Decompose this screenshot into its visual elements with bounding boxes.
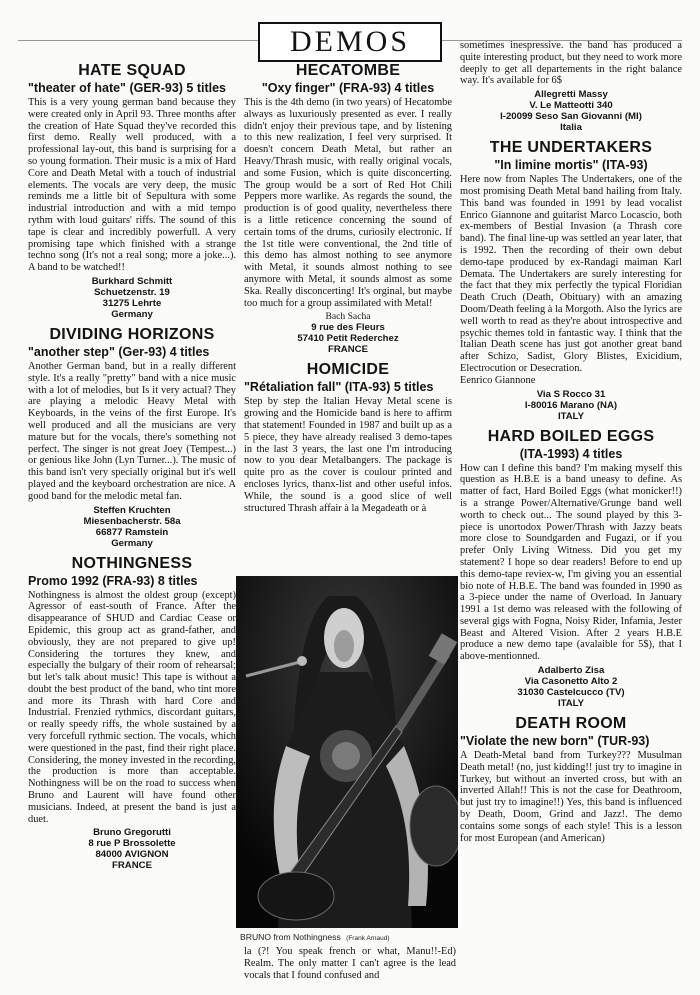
band-name: HATE SQUAD xyxy=(78,62,186,79)
contact-address xyxy=(28,827,236,871)
address-line: Allegretti Massy xyxy=(534,89,608,101)
address-line: Germany xyxy=(111,537,153,549)
column-right xyxy=(460,40,682,844)
address-line: Adalberto Zisa xyxy=(537,665,605,677)
review-text: A Death-Metal band from Turkey??? Musulman Death metal! (no, just kidding!! just try to imagine in Turkey, but without an inverted cross, but with an inverted Allah!! This is not the case for Deathroom, but just try to imagine!!) Yes, this band is influenced by Death, Doom, Grind and Jazz!. The demo contains some songs of each style! This is a lesson for most European (and American) xyxy=(460,750,682,844)
contact-address xyxy=(460,665,682,709)
release-title: "Oxy finger" (FRA-93) 4 titles xyxy=(261,81,435,95)
column-left xyxy=(28,58,236,877)
address-line: 84000 AVIGNON xyxy=(95,849,169,861)
band-name: THE UNDERTAKERS xyxy=(489,139,653,157)
address-line: V. Le Matteotti 340 xyxy=(529,100,613,112)
contact-address xyxy=(460,389,682,422)
review-nothingness xyxy=(28,555,236,872)
review-text: This is a very young german band because they were created only in April 93. Three months after the creation of Hate Squad they've recorded this first demo. Really well produced, with a professional lay-out, this band is surprising for a so young formation. Their music is a mix of Hard Core and Death Metal with a touch of industrial elements. The vocals are very deep, the music reminds me a little bit of Sepultura with some industrial introduction and with a mid tempo rythm with loud guitars' riffs. The sound of this tape is clear and incredibly powerfull. A very promising tape which finished with a strange techno song (It's not a real song; more a joke...). A band to be watched!! xyxy=(28,97,236,274)
address-line: ITALY xyxy=(557,698,585,710)
release-title: "theater of hate" (GER-93) 5 titles xyxy=(28,81,227,95)
review-hate-squad xyxy=(28,62,236,320)
band-name: NOTHINGNESS xyxy=(71,554,193,572)
review-hecatombe xyxy=(244,62,452,355)
address-line: Bruno Gregorutti xyxy=(93,827,171,839)
address-line: Italia xyxy=(560,122,582,134)
review-dividing-horizons xyxy=(28,326,236,549)
review-text: sometimes inespressive. the band has produced a quite interesting product, but they need to work more deeply to get all departements in the right balance way. It's available for 6$ xyxy=(460,40,682,87)
review-text: la (?! You speak french or what, Manu!!-Ed) Realm. The only matter I can't agree is the lead vocals that I found confused and xyxy=(244,946,456,981)
band-name: DIVIDING HORIZONS xyxy=(49,325,215,343)
review-text: This is the 4th demo (in two years) of Hecatombe always as luxuriously presented as ever. I really didn't enjoy their previous tape, and by listening to this new realization, I feel very surprised. It doesn't concern Death Metal, but rather an Heavy/Thrash music, with really original vocals, and some Fusion, which is quite disconcerting. The group would be a sort of Red Hot Chili Peppers more warlike. As regards the sound, the production is of good quality, nevertheless there is a little reticence concerning the sound of certain toms of the drums, curiosily electronic. If the 1st title were conventional, the 2nd title of this demo has almost nothing to see anymore with Metal, it sounds almost nothing to see anymore with Metal, it sounds almost as some Ska. Really disconcerting! It's orginal, but maybe too much for a group assimilated with Metal! xyxy=(244,97,452,309)
contact-address xyxy=(28,276,236,320)
review-text: Another German band, but in a really different style. It's a really "pretty" band with a nice music with a lot of melodies, but Is it very actual? They are playing a melodic Heavy Metal with Keyboards, in the veins of the first Europe. It's well produced and all the musicians are very mature but for the vocals, there's something not perfect. The singer is not great Joey (Tempest...) or genious like John (Lyn Turner...). The music of this band isn't very specially original but it's well played and the keyboard orchestration are nice. A good band for the melodic metal fan. xyxy=(28,360,236,502)
section-title: DEMOS xyxy=(289,25,410,58)
band-name: HOMICIDE xyxy=(306,361,390,379)
release-title: "another step" (Ger-93) 4 titles xyxy=(28,344,210,359)
address-line: Steffen Kruchten xyxy=(93,504,171,516)
address-line: 57410 Petit Rederchez xyxy=(297,333,399,345)
signoff: Eenrico Giannone xyxy=(460,374,536,386)
review-death-room xyxy=(460,715,682,844)
contact-address xyxy=(460,89,682,133)
release-title: "In limine mortis" (ITA-93) xyxy=(494,158,648,173)
address-line: 9 rue des Fleurs xyxy=(311,322,385,334)
guitarist-photo-illustration xyxy=(236,576,458,928)
homicide-contact xyxy=(460,40,682,133)
address-line: 66877 Ramstein xyxy=(95,526,169,538)
address-line: 8 rue P Brossolette xyxy=(88,838,176,850)
address-line: 31275 Lehrte xyxy=(102,297,162,309)
address-line: FRANCE xyxy=(112,860,152,872)
address-line: Miesenbacherstr. 58a xyxy=(83,515,181,527)
address-line: Bach Sacha xyxy=(325,311,371,323)
review-text: How can I define this band? I'm making myself this question as H.B.E is a band uneasy to define. As matter of fact, Hard Boiled Eggs (what monicker!!) is a strange Power/Alternative/Grunge band well worth to check out... The sound played by this 3-piece is unortodox Power/Thrash with Jazzy beats more close to Soundgarden and Fugazi, or if you prefer Only Living Witness. Did you get my statement? I hope so dear readers! Before to end up this demo-tape reviex-w, I'm giving you an essential bio note of H.B.E. The band was founded in 1990 as a 3-piece under the name of Overload. In January 1991 a 1st demo was released with the following of several gigs with Fogna, Noisy Rider, Infamia, Jester Beast and Altered Vision. After 2 years H.B.E produce a new demo tape (avalaible for 5$), that I above-mentionned. xyxy=(460,462,682,663)
photo-credit: (Frank Arnaud) xyxy=(346,935,390,942)
band-name: DEATH ROOM xyxy=(515,715,627,733)
band-name: HECATOMBE xyxy=(295,62,401,79)
release-title: "Violate the new born" (TUR-93) xyxy=(460,734,650,749)
address-line: FRANCE xyxy=(328,344,368,356)
address-line: ITALY xyxy=(557,410,585,422)
address-line: Burkhard Schmitt xyxy=(91,275,173,287)
photo-caption xyxy=(240,932,460,942)
band-name: HARD BOILED EGGS xyxy=(487,427,655,445)
release-title: (ITA-1993) 4 titles xyxy=(519,446,623,461)
contact-address xyxy=(244,311,452,355)
release-title: Promo 1992 (FRA-93) 8 titles xyxy=(28,573,198,588)
review-text: Nothingness is almost the oldest group (except) Agressor of east-south of France. After the disappearance of SHUD and Cardiac Cease or Epidemic, this group act as grand-father, and obviously, they are not prepared to give up! Considering the tortures they knew, and especially the bulgary of their room of rehearsal; but let's talk about music! This tape is without a doubt the best product of the band, who tint more and more its Thrash with hard Core and Industrial. Frenzied rythmics, discordant guitars, or really speedy riffs, the whole sustained by a very forcefull rythmic section. The vocals, which were questioned in the past, find their right place. Considering, the money invested in the recording, the production is more than acceptable. Nothingness will be on the road to success when Bruno and Laurent will have found other musicians. Indeed, at present the band is just a duet. xyxy=(28,589,236,825)
contact-address xyxy=(28,505,236,549)
address-line: Schuetzenstr. 19 xyxy=(94,286,170,298)
address-line: I-80016 Marano (NA) xyxy=(524,399,618,411)
homicide-review-continued xyxy=(244,946,456,981)
release-title: "Rétaliation fall" (ITA-93) 5 titles xyxy=(244,380,434,395)
section-masthead xyxy=(258,22,442,62)
review-the-undertakers xyxy=(460,139,682,421)
address-line: Germany xyxy=(111,308,153,320)
review-homicide xyxy=(244,361,452,514)
review-text: Step by step the Italian Hevay Metal scene is growing and the Homicide band is here to affirm that statement! Founded in 1987 and built up as a 5 piece, they have already realised 3 demo-tapes in the last 3 years, the last one I'm introducing now to you dear Metalbangers. The package is quite pro as the cover is coulour printed and encloses lyrics, thanx-list and other useful infos. While, the sound is a good slice of well structured Thrash affair à la Megadeath or à xyxy=(244,396,452,514)
band-photo xyxy=(236,576,458,928)
address-line: 31030 Castelcucco (TV) xyxy=(517,687,625,699)
address-line: I-20099 Seso San Giovanni (MI) xyxy=(500,111,642,123)
column-middle xyxy=(244,58,452,514)
address-line: Via S Rocco 31 xyxy=(536,388,606,400)
address-line: Via Casonetto Alto 2 xyxy=(524,676,618,688)
review-hard-boiled-eggs xyxy=(460,428,682,710)
review-text: Here now from Naples The Undertakers, one of the most promising Death Metal band hailing from Italy. This band was founded in 1991 by lead vocalist Enrico Giannone and guitarist Marco Locascio, both ex-members of Bestial Invasion (a Thrash core band). The final line-up was settled an year later, that is 1992. Then the recording of their own debut demo-tape produced by ex-Randagi maiman Karl Demata. The Undertakers are surely interesting for the fact that they mix perfectly the typical Floridian Death Cruch (Death, Obituary) with an amazing Doom/Death feeling à la Morgoth. Also the lyrics are well worth to read as they're about introspective and psychic themes told in fantastic way. I think that the Italian Death scene has just got another great band after Schizo, Sadist, Glory Blistes, Exicidium, Electrocution or Desecration. xyxy=(460,174,682,374)
caption-text: BRUNO from Nothingness xyxy=(240,932,341,942)
